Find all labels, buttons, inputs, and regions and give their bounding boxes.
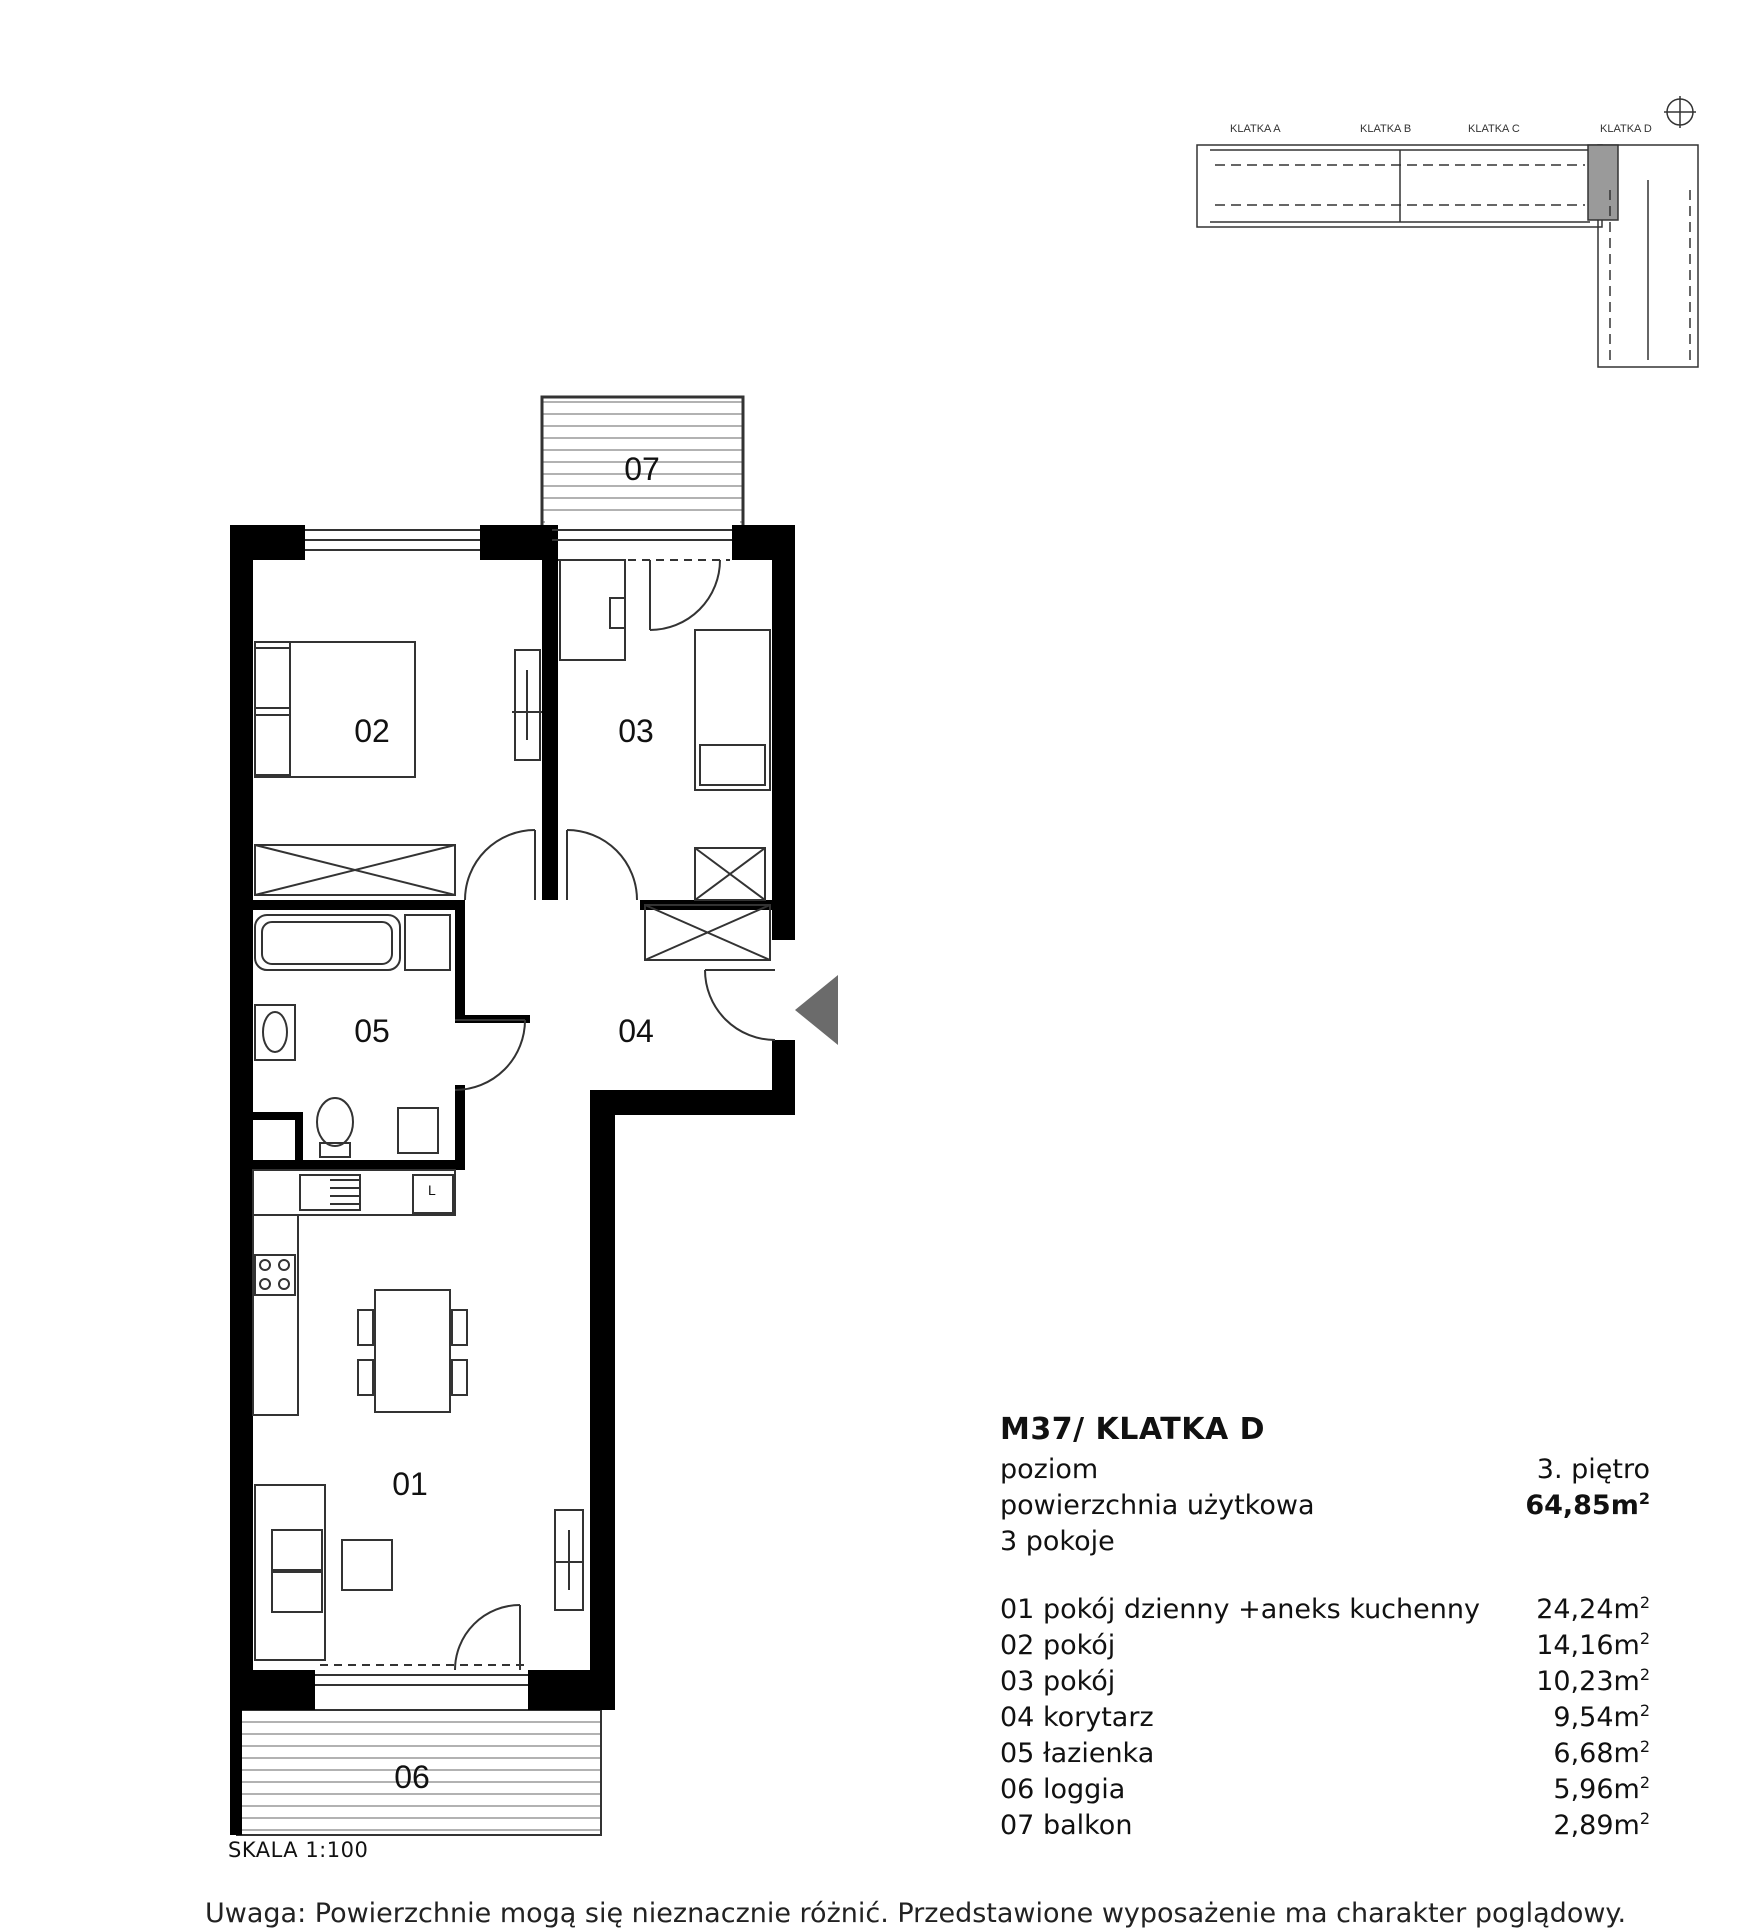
svg-text:L: L <box>428 1182 436 1198</box>
room-name: 07 balkon <box>1000 1810 1133 1841</box>
room-list-item <box>1000 1592 1650 1628</box>
key-plan-label-c: KLATKA C <box>1468 123 1520 135</box>
apartment-info-row <box>1000 1452 1650 1488</box>
room-list-item <box>1000 1808 1650 1844</box>
svg-text:04: 04 <box>618 1013 654 1049</box>
desk-icon <box>560 560 625 660</box>
room-list-item <box>1000 1628 1650 1664</box>
apartment-title: M37/ KLATKA D <box>1000 1412 1266 1447</box>
room-list <box>1000 1592 1650 1844</box>
key-plan-label-d: KLATKA D <box>1600 123 1652 135</box>
room-area: $5,96m^2$ <box>1553 1773 1650 1805</box>
footer-note: Uwaga: Powierzchnie mogą się nieznacznie różnić. Przedstawione wyposażenie ma charakter poglądowy. <box>205 1898 1627 1929</box>
room-area: $2,89m^2$ <box>1553 1809 1650 1841</box>
info-label: poziom <box>1000 1454 1099 1485</box>
apartment-info-row <box>1000 1524 1650 1560</box>
key-plan-highlight <box>1588 145 1618 220</box>
key-plan <box>1197 96 1698 367</box>
info-label: powierzchnia użytkowa <box>1000 1490 1315 1521</box>
info-value: 3. piętro <box>1536 1454 1650 1485</box>
room-area: $10,23m^2$ <box>1536 1665 1650 1697</box>
svg-text:01: 01 <box>392 1466 428 1502</box>
room-name: 04 korytarz <box>1000 1702 1154 1733</box>
scale-label: SKALA 1:100 <box>228 1838 369 1862</box>
room-area: $9,54m^2$ <box>1553 1701 1650 1733</box>
apartment-info <box>1000 1410 1650 1844</box>
room-name: 05 łazienka <box>1000 1738 1155 1769</box>
single-bed-icon <box>695 630 770 790</box>
room-name: 02 pokój <box>1000 1630 1116 1661</box>
info-label: 3 pokoje <box>1000 1526 1115 1557</box>
entrance-arrow-icon <box>795 975 838 1045</box>
coffee-table-icon <box>342 1540 392 1590</box>
svg-text:07: 07 <box>624 451 660 487</box>
room-list-item <box>1000 1736 1650 1772</box>
svg-text:02: 02 <box>354 713 390 749</box>
dining-table-icon <box>375 1290 450 1412</box>
apartment-info-row <box>1000 1488 1650 1524</box>
room-name: 03 pokój <box>1000 1666 1116 1697</box>
room-list-item <box>1000 1772 1650 1808</box>
room-list-item <box>1000 1664 1650 1700</box>
room-area: $14,16m^2$ <box>1536 1629 1650 1661</box>
kitchen-counter-icon <box>253 1170 455 1215</box>
info-value: $64,85m^2$ <box>1525 1489 1650 1521</box>
key-plan-label-a: KLATKA A <box>1230 123 1281 135</box>
svg-text:05: 05 <box>354 1013 390 1049</box>
svg-text:06: 06 <box>394 1759 430 1795</box>
room-list-item <box>1000 1700 1650 1736</box>
bed-icon <box>255 642 415 777</box>
room-name: 06 loggia <box>1000 1774 1126 1805</box>
room-name: 01 pokój dzienny +aneks kuchenny <box>1000 1594 1480 1625</box>
room-area: $24,24m^2$ <box>1536 1593 1650 1625</box>
toilet-icon <box>317 1098 353 1146</box>
walls <box>230 525 795 1710</box>
key-plan-label-b: KLATKA B <box>1360 123 1412 135</box>
bathtub-icon <box>255 915 400 970</box>
svg-text:03: 03 <box>618 713 654 749</box>
room-area: $6,68m^2$ <box>1553 1737 1650 1769</box>
